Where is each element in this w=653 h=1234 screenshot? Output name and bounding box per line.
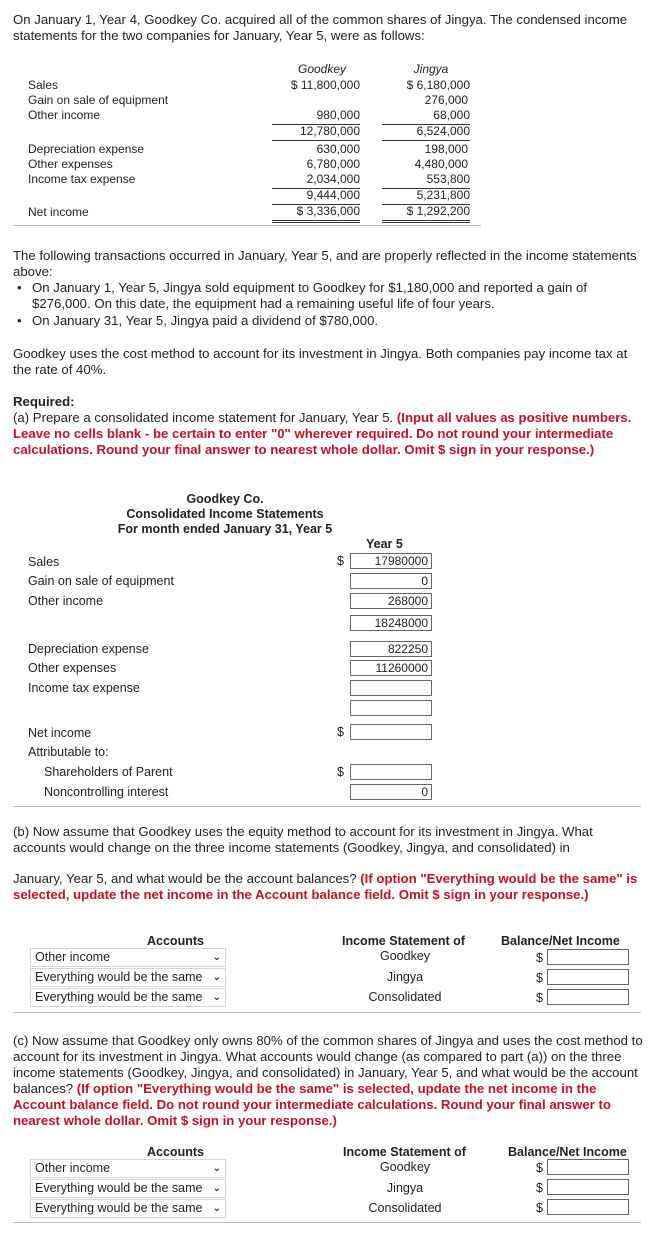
given-goodkey-sales: $ 11,800,000 xyxy=(290,78,360,92)
c-hdr-balance: Balance/Net Income xyxy=(508,1145,627,1159)
divider xyxy=(13,806,641,807)
bullet-1: • On January 1, Year 5, Jingya sold equipment to Goodkey for $1,180,000 and reported a gain of $276,000. On this date, the equipment had a remaining useful life of four years. xyxy=(17,280,587,311)
required-heading: Required: xyxy=(13,394,75,409)
a-input-total-revenue[interactable] xyxy=(350,615,432,631)
dollar-sign: $ xyxy=(536,991,543,1005)
a-input-total-expenses[interactable] xyxy=(350,700,432,716)
given-goodkey-dep: 630,000 xyxy=(316,142,360,156)
chevron-down-icon: ⌄ xyxy=(212,1163,221,1174)
given-jingya-ni: $ 1,292,200 xyxy=(382,204,470,223)
given-goodkey-total-rev: 12,780,000 xyxy=(272,124,360,141)
b-stmt-2: Jingya xyxy=(386,970,424,984)
given-jingya-sales: $ 6,180,000 xyxy=(406,78,470,92)
given-goodkey-oexp: 6,780,000 xyxy=(306,157,360,171)
a-label-tax: Income tax expense xyxy=(28,681,140,695)
part-b-question-2: January, Year 5, and what would be the account balances? (If option "Everything would be the same" is selected, update the net income in the Account balance field. Omit $ sign in your response.) xyxy=(13,871,638,902)
b-balance-input-1[interactable] xyxy=(547,949,629,965)
b-stmt-1: Goodkey xyxy=(379,949,431,963)
dollar-sign: $ xyxy=(536,1161,543,1175)
given-goodkey-ni: $ 3,336,000 xyxy=(272,204,360,223)
a-input-tax[interactable] xyxy=(350,680,432,696)
c-account-select-1[interactable]: Other income ⌄ xyxy=(30,1159,226,1178)
a-input-sales[interactable] xyxy=(350,553,432,569)
col-jingya: Jingya xyxy=(413,62,449,76)
a-label-attributable: Attributable to: xyxy=(28,745,109,759)
divider xyxy=(13,1012,641,1013)
given-jingya-total-exp: 5,231,800 xyxy=(382,188,470,205)
given-jingya-total-rev: 6,524,000 xyxy=(382,124,470,141)
divider xyxy=(13,1222,641,1223)
given-label-other: Other income xyxy=(28,108,101,122)
dollar-sign: $ xyxy=(337,725,344,739)
dollar-sign: $ xyxy=(536,1201,543,1215)
cost-method-text: Goodkey uses the cost method to account for its investment in Jingya. Both companies pay income tax at the rate of 40%. xyxy=(13,346,628,377)
a-label-parent: Shareholders of Parent xyxy=(44,765,173,779)
b-hdr-balance: Balance/Net Income xyxy=(501,934,620,948)
given-jingya-oexp: 4,480,000 xyxy=(414,157,468,171)
a-input-oexp[interactable] xyxy=(350,660,432,676)
chevron-down-icon: ⌄ xyxy=(212,1203,221,1214)
a-input-other[interactable] xyxy=(350,593,432,609)
a-label-ni: Net income xyxy=(28,726,92,740)
part-a-title-3: For month ended January 31, Year 5 xyxy=(117,522,333,536)
transactions-intro: The following transactions occurred in January, Year 5, and are properly reflected in the income statements above: xyxy=(13,248,637,279)
part-c-question: (c) Now assume that Goodkey only owns 80% of the common shares of Jingya and uses the cost method to account for its investment in Jingya. What accounts would change (as compared to part (a)) on the three income statements (Goodkey, Jingya, and consolidated) in January, Year 5, and what would be the account balances? (If option "Everything would be the same" is selected, update the net income in the Account balance field. Do not round your intermediate calculations. Round your final answer to nearest whole dollar. Omit $ sign in your response.) xyxy=(13,1033,643,1128)
a-input-gain[interactable] xyxy=(350,573,432,589)
a-label-oexp: Other expenses xyxy=(28,661,117,675)
a-input-dep[interactable] xyxy=(350,641,432,657)
intro-text: On January 1, Year 4, Goodkey Co. acquired all of the common shares of Jingya. The condensed income statements for the two companies for January, Year 5, were as follows: xyxy=(13,12,628,43)
b-account-select-1[interactable]: Other income ⌄ xyxy=(30,948,226,967)
given-goodkey-total-exp: 9,444,000 xyxy=(272,188,360,205)
dollar-sign: $ xyxy=(337,554,344,568)
c-stmt-3: Consolidated xyxy=(368,1201,442,1215)
year-header: Year 5 xyxy=(366,537,403,551)
given-label-oexp: Other expenses xyxy=(28,157,113,171)
b-account-select-2[interactable]: Everything would be the same ⌄ xyxy=(30,968,226,987)
b-account-select-3[interactable]: Everything would be the same ⌄ xyxy=(30,988,226,1007)
part-a-title-1: Goodkey Co. xyxy=(186,492,264,506)
c-balance-input-2[interactable] xyxy=(547,1179,629,1195)
b-hdr-stmt: Income Statement of xyxy=(342,934,465,948)
part-b-question: (b) Now assume that Goodkey uses the equity method to account for its investment in Jingya. What accounts would change on the three income statements (Goodkey, Jingya, and consolidated) in xyxy=(13,824,593,855)
c-balance-input-3[interactable] xyxy=(547,1199,629,1215)
part-a-question: (a) Prepare a consolidated income statement for January, Year 5. (Input all values as positive numbers. Leave no cells blank - be certain to enter "0" wherever required. Do not round your intermediate calculations. Round your final answer to nearest whole dollar. Omit $ sign in your response.) xyxy=(13,410,632,457)
a-input-ni[interactable] xyxy=(350,724,432,740)
given-jingya-other: 68,000 xyxy=(382,108,470,125)
b-balance-input-2[interactable] xyxy=(547,969,629,985)
dollar-sign: $ xyxy=(536,951,543,965)
given-jingya-gain: 276,000 xyxy=(424,93,468,107)
c-stmt-1: Goodkey xyxy=(379,1160,431,1174)
chevron-down-icon: ⌄ xyxy=(212,1183,221,1194)
c-account-select-3[interactable]: Everything would be the same ⌄ xyxy=(30,1199,226,1218)
a-label-dep: Depreciation expense xyxy=(28,642,149,656)
given-jingya-dep: 198,000 xyxy=(424,142,468,156)
given-label-gain: Gain on sale of equipment xyxy=(28,93,169,107)
a-input-nci[interactable] xyxy=(350,784,432,800)
chevron-down-icon: ⌄ xyxy=(212,972,221,983)
bullet-2: • On January 31, Year 5, Jingya paid a dividend of $780,000. xyxy=(17,313,379,328)
a-label-other: Other income xyxy=(28,594,104,608)
chevron-down-icon: ⌄ xyxy=(212,992,221,1003)
given-label-dep: Depreciation expense xyxy=(28,142,145,156)
c-stmt-2: Jingya xyxy=(386,1181,424,1195)
given-jingya-tax: 553,800 xyxy=(382,172,470,189)
given-label-ni: Net income xyxy=(28,205,89,219)
divider xyxy=(13,225,481,226)
a-label-sales: Sales xyxy=(28,555,60,569)
c-hdr-stmt: Income Statement of xyxy=(343,1145,466,1159)
dollar-sign: $ xyxy=(536,1181,543,1195)
a-input-parent[interactable] xyxy=(350,764,432,780)
dollar-sign: $ xyxy=(536,971,543,985)
a-label-gain: Gain on sale of equipment xyxy=(28,574,174,588)
given-label-tax: Income tax expense xyxy=(28,172,136,186)
c-account-select-2[interactable]: Everything would be the same ⌄ xyxy=(30,1179,226,1198)
c-hdr-accounts: Accounts xyxy=(147,1145,204,1159)
given-label-sales: Sales xyxy=(28,78,59,92)
chevron-down-icon: ⌄ xyxy=(212,952,221,963)
part-a-title-2: Consolidated Income Statements xyxy=(126,507,324,521)
b-stmt-3: Consolidated xyxy=(368,990,442,1004)
c-balance-input-1[interactable] xyxy=(547,1159,629,1175)
col-goodkey: Goodkey xyxy=(297,62,347,76)
b-balance-input-3[interactable] xyxy=(547,989,629,1005)
given-goodkey-tax: 2,034,000 xyxy=(272,172,360,189)
dollar-sign: $ xyxy=(337,765,344,779)
a-label-nci: Noncontrolling interest xyxy=(44,785,169,799)
given-goodkey-other: 980,000 xyxy=(272,108,360,125)
b-hdr-accounts: Accounts xyxy=(147,934,204,948)
